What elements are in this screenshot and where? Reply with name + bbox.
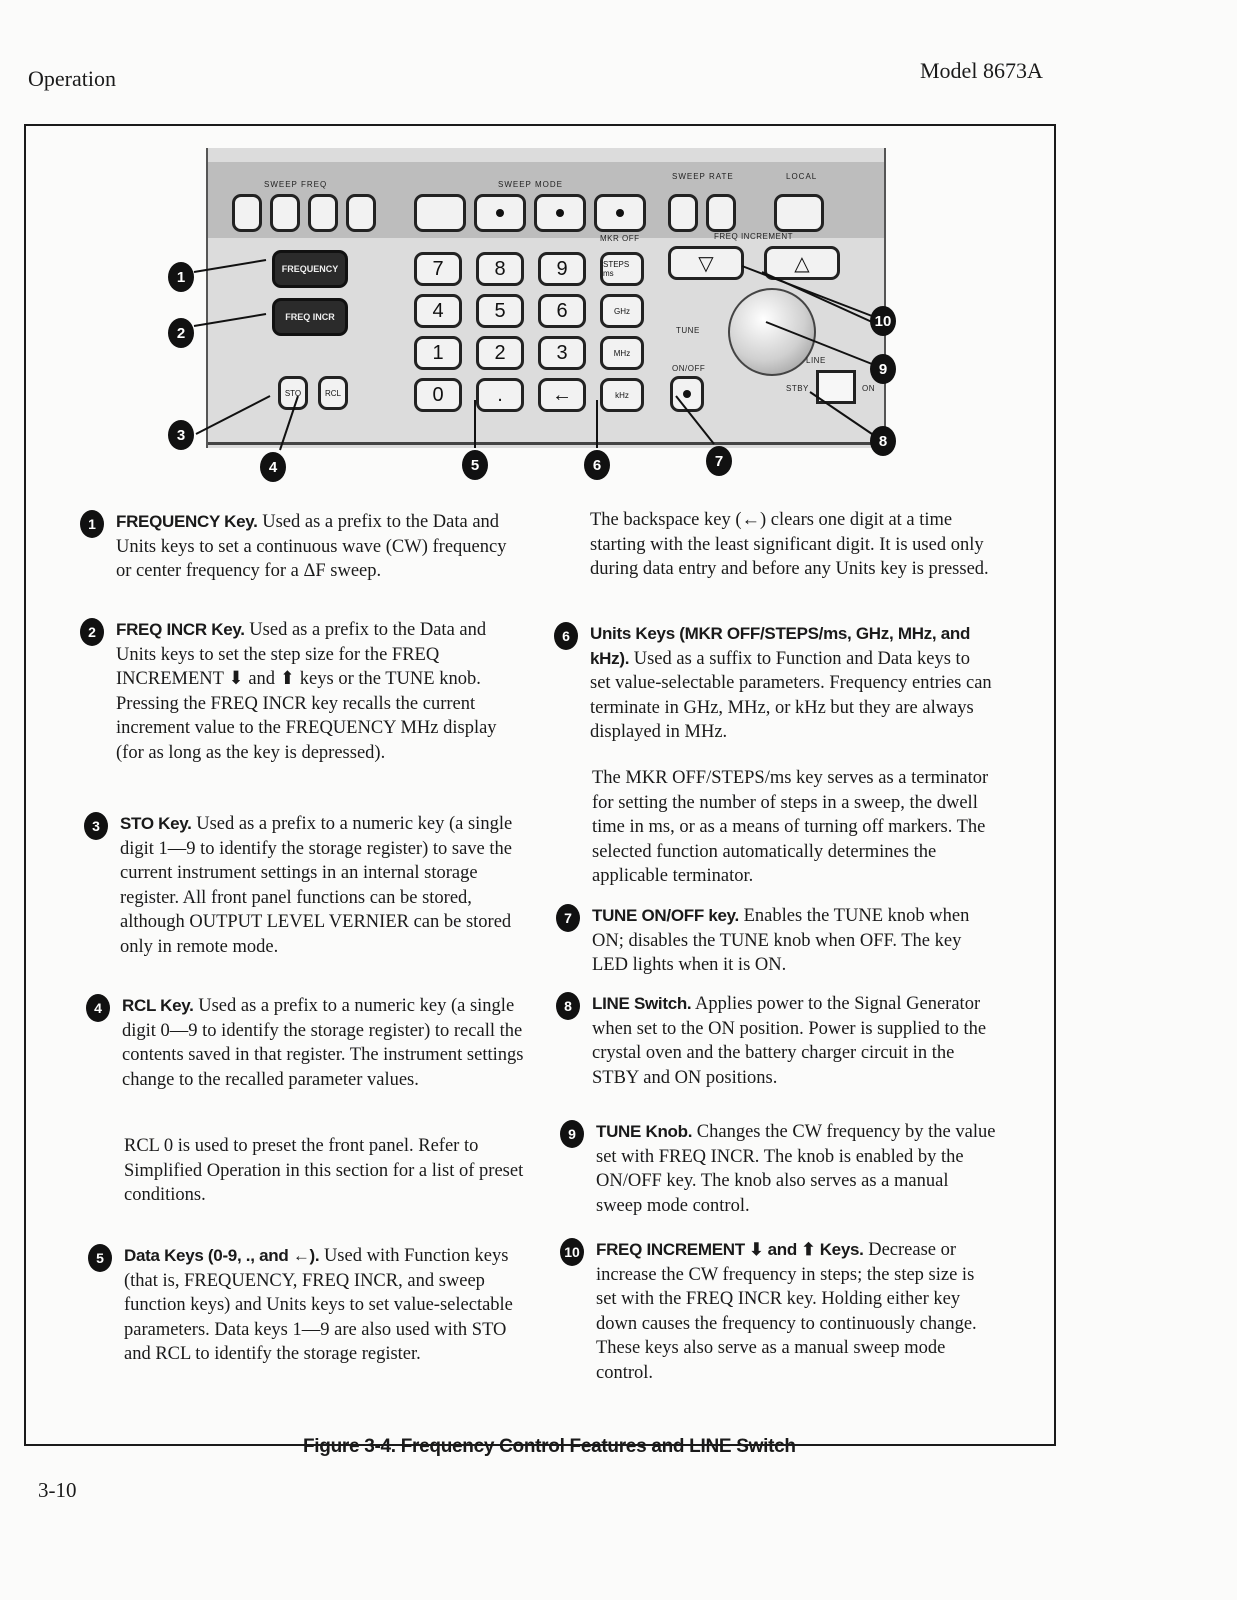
item-heading: FREQ INCREMENT ⬇ and ⬆ Keys.: [596, 1240, 864, 1259]
item-body: Changes the CW frequency by the value set with FREQ INCR. The knob is enabled by the ON/OFF key. The knob also serves as a manual sweep mode control.: [596, 1122, 996, 1216]
callout-9: 9: [870, 354, 896, 384]
data-key-decimal[interactable]: .: [476, 378, 524, 412]
page-number: 3-10: [38, 1478, 77, 1502]
sweep-mode-label: SWEEP MODE: [498, 180, 563, 189]
item-line-switch: [564, 992, 994, 1090]
item-body: Used as a prefix to a numeric key (a single digit 1—9 to identify the storage register) to save the current instrument settings in an internal storage register. All front panel functions can be stored, although OUTPUT LEVEL VERNIER can be stored only in remote mode.: [120, 814, 513, 957]
item-body: Decrease or increase the CW frequency in steps; the step size is set with the FREQ INCR key. Holding either key down causes the frequency to continuously change. These keys also serve as a manual sweep mode control.: [596, 1240, 977, 1383]
callout-7: 7: [706, 446, 732, 476]
item-heading: TUNE Knob.: [596, 1122, 693, 1141]
bullet-1: 1: [80, 510, 104, 538]
data-key-0[interactable]: 0: [414, 378, 462, 412]
backspace-key[interactable]: ←: [538, 378, 586, 412]
item-units-keys: [562, 622, 992, 745]
sweep-freq-label: SWEEP FREQ: [264, 180, 328, 189]
bullet-7: 7: [556, 904, 580, 932]
item-tune-on-off-key: [564, 904, 994, 978]
bullet-6: 6: [554, 622, 578, 650]
mkr-off-paragraph: The MKR OFF/STEPS/ms key serves as a terminator for setting the number of steps in a sweep, the dwell time in ms, or as a means of turning off markers. The selected function automatically determines the applicable terminator.: [592, 768, 989, 886]
callout-3: 3: [168, 420, 194, 450]
bullet-3: 3: [84, 812, 108, 840]
bullet-10: 10: [560, 1238, 584, 1266]
callout-10: 10: [870, 306, 896, 336]
item-body: Enables the TUNE knob when ON; disables the TUNE knob when OFF. The key LED lights when it is ON.: [592, 906, 970, 975]
rcl-preset-paragraph: RCL 0 is used to preset the front panel. Refer to Simplified Operation in this section for a list of preset conditions.: [124, 1136, 524, 1205]
callout-8: 8: [870, 426, 896, 456]
bullet-9: 9: [560, 1120, 584, 1148]
backspace-paragraph: The backspace key (←) clears one digit at a time starting with the least significant digit. It is used only during data entry and before any Units key is pressed.: [590, 510, 989, 579]
item-body: Used as a prefix to the Data and Units keys to set a continuous wave (CW) frequency or center frequency for a ΔF sweep.: [116, 512, 507, 581]
mkr-off-label: MKR OFF: [600, 234, 640, 243]
item-heading: RCL Key.: [122, 996, 194, 1015]
item-body: Used as a prefix to the Data and Units keys to set the step size for the FREQ INCREMENT ⬇ and ⬆ keys or the TUNE knob. Pressing the FREQ INCR key recalls the current increment value to the FREQUENCY MHz display (for as long as the key is depressed).: [116, 620, 497, 763]
frequency-key[interactable]: FREQUENCY: [272, 250, 348, 288]
on-label: ON: [862, 384, 875, 393]
figure-caption: Figure 3-4. Frequency Control Features and LINE Switch: [303, 1436, 796, 1457]
item-heading: Units Keys (MKR OFF/STEPS/ms, GHz, MHz, and kHz).: [590, 624, 971, 668]
item-body: Applies power to the Signal Generator when set to the ON position. Power is supplied to the crystal oven and the battery charger circuit in the STBY and ON positions.: [592, 994, 987, 1088]
callout-4: 4: [260, 452, 286, 482]
item-heading: FREQ INCR Key.: [116, 620, 245, 639]
item-frequency-key: [88, 510, 520, 584]
arrow-up-icon: △: [794, 252, 810, 275]
callout-1: 1: [168, 262, 194, 292]
bullet-5: 5: [88, 1244, 112, 1272]
item-heading: FREQUENCY Key.: [116, 512, 258, 531]
section-title: Operation: [28, 66, 116, 91]
steps-ms-key[interactable]: STEPS ms: [600, 252, 644, 286]
item-heading: LINE Switch.: [592, 994, 692, 1013]
item-heading: Data Keys (0-9, ., and ←).: [124, 1246, 320, 1265]
callout-2: 2: [168, 318, 194, 348]
item-sto-key: [92, 812, 524, 959]
item-data-keys: [96, 1244, 528, 1367]
line-label: LINE: [806, 356, 826, 365]
item-freq-incr-key: [88, 618, 520, 765]
data-key-8[interactable]: 8: [476, 252, 524, 286]
freq-increment-label: FREQ INCREMENT: [714, 232, 793, 241]
model-name: Model 8673A: [920, 58, 1043, 83]
mhz-key[interactable]: MHz: [600, 336, 644, 370]
callout-5: 5: [462, 450, 488, 480]
data-key-6[interactable]: 6: [538, 294, 586, 328]
item-body: Used as a suffix to Function and Data keys to set value-selectable parameters. Frequency entries can terminate in GHz, MHz, or kHz but they are always displayed in MHz.: [590, 648, 992, 742]
bullet-8: 8: [556, 992, 580, 1020]
sto-key[interactable]: STO: [278, 376, 308, 410]
figure-frame: [24, 124, 1056, 1446]
ghz-key[interactable]: GHz: [600, 294, 644, 328]
arrow-down-icon: ▽: [698, 252, 714, 275]
local-label: LOCAL: [786, 172, 818, 181]
item-body: Used as a prefix to a numeric key (a single digit 0—9 to identify the storage register) to recall the contents saved in that register. The instrument settings change to the recalled parameter values.: [122, 996, 524, 1090]
data-key-4[interactable]: 4: [414, 294, 462, 328]
data-key-3[interactable]: 3: [538, 336, 586, 370]
rcl-key[interactable]: RCL: [318, 376, 348, 410]
data-key-9[interactable]: 9: [538, 252, 586, 286]
data-key-7[interactable]: 7: [414, 252, 462, 286]
on-off-label: ON/OFF: [672, 364, 706, 373]
callout-6: 6: [584, 450, 610, 480]
item-freq-increment-keys: [564, 1238, 998, 1385]
item-tune-knob: [568, 1120, 998, 1218]
stby-label: STBY: [786, 384, 809, 393]
bullet-2: 2: [80, 618, 104, 646]
tune-label: TUNE: [676, 326, 700, 335]
bullet-4: 4: [86, 994, 110, 1022]
item-heading: TUNE ON/OFF key.: [592, 906, 739, 925]
item-body: Used with Function keys (that is, FREQUENCY, FREQ INCR, and sweep function keys) and Units keys to set value-selectable parameters. Data keys 1—9 are also used with STO and RCL to identify the storage register.: [124, 1246, 513, 1364]
item-heading: STO Key.: [120, 814, 192, 833]
data-key-1[interactable]: 1: [414, 336, 462, 370]
khz-key[interactable]: kHz: [600, 378, 644, 412]
data-key-2[interactable]: 2: [476, 336, 524, 370]
item-rcl-key: [94, 994, 526, 1092]
sweep-rate-label: SWEEP RATE: [672, 172, 734, 181]
freq-incr-key[interactable]: FREQ INCR: [272, 298, 348, 336]
data-key-5[interactable]: 5: [476, 294, 524, 328]
